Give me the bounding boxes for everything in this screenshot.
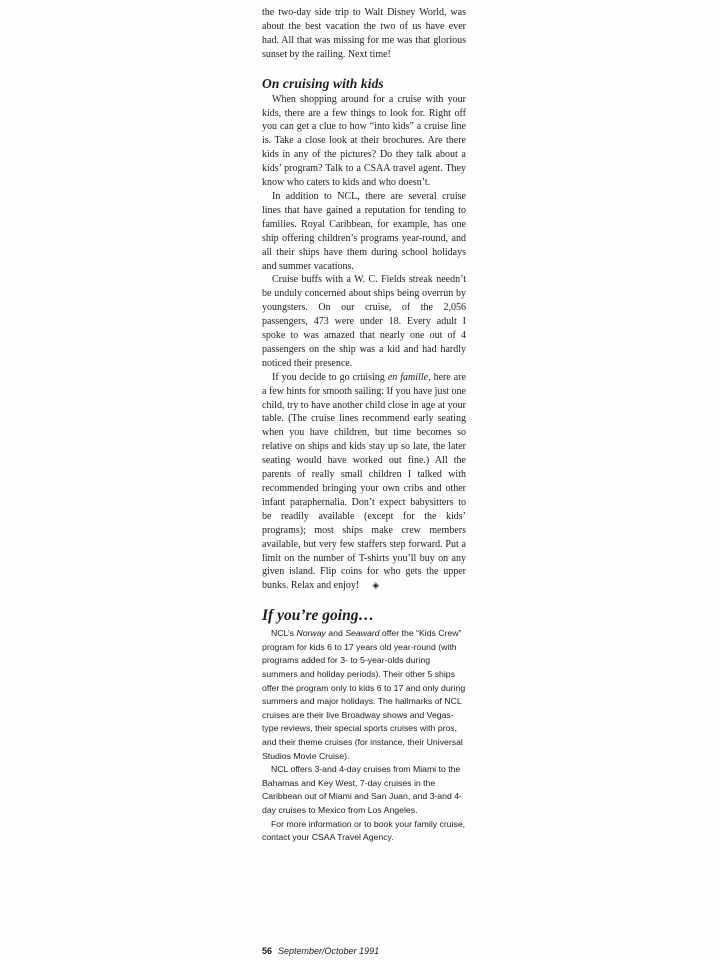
body-paragraph: In addition to NCL, there are several cruise lines that have gained a reputation for tending to families. Royal Caribbean, for example, has one ship offering children’s programs year-round, and all their ships have them during school holidays and summer vacations. [262,190,466,272]
ship-name-norway: Norway [296,628,326,639]
sidebar-text: and [325,628,346,639]
sidebar-text: offer the “Kids Crew” program for kids 6 to 17 years old year-round (with programs added for 3- to 5-year-olds during summers and holiday periods). Their other 5 ships offer the program only to kids 6 to 17 and only during summers and major holidays. The hallmarks of NCL cruises are their live Broadway shows and Vegas-type reviews, their special sports cruises with pros, and their theme cruises (for instance, their Universal Studios Movie Cruise). [262,628,466,761]
sidebar-text: NCL’s [271,628,297,639]
body-paragraph: When shopping around for a cruise with your kids, there are a few things to look for. Right off you can get a clue to how “into kids” a cruise line is. Take a close look at their brochures. Are there kids in any of the pictures? Do they talk about a kids’ program? Talk to a CSAA travel agent. They know who caters to kids and who doesn’t. [262,93,466,189]
italic-phrase: en famille [387,371,429,383]
hints-text-rest: , here are a few hints for smooth sailing: If you have just one child, try to have another child close in age at your table. (The cruise lines recommend early seating when you have children, but time becomes so relative on ships and kids stay up so late, the later seating would have worked out fine.) All the parents of really small children I talked with recommended bringing your own cribs and other infant paraphernalia. Don’t expect babysitters to be readily available (except for the kids’ programs); most ships make crew members available, but very few staffers step forward. Put a limit on the number of T-shirts you’ll buy on any given island. Flip coins for who gets the upper bunks. Relax and enjoy! [262,371,467,592]
body-paragraph-hints [262,371,466,594]
sidebar-heading-if-youre-going: If you’re going… [262,607,374,625]
sidebar-paragraph-contact: For more information or to book your family cruise, contact your CSAA Travel Agency. [262,818,466,843]
ship-name-seaward: Seaward [345,628,380,639]
article-column [262,6,466,845]
hints-text-start: If you decide to go cruising [272,371,388,383]
body-paragraph: Cruise buffs with a W. C. Fields streak needn’t be unduly concerned about ships being overrun by youngsters. On our cruise, of the 2,056 passengers, 473 were under 18. Every adult I spoke to was amazed that nearly one out of 4 passengers on the ship was a kid and had hardly noticed their presence. [262,274,466,369]
end-mark-icon: ◈ [372,580,380,591]
section-heading-cruising-with-kids: On cruising with kids [262,75,384,91]
page-number: 56 [262,946,273,956]
issue-date: September/October 1991 [278,946,380,956]
sidebar-paragraph [262,627,466,763]
opening-paragraph: the two-day side trip to Walt Disney World, was about the best vacation the two of us have ever had. All that was missing for me was that glorious sunset by the railing. Next time! [262,7,466,60]
page-footer [262,946,379,956]
sidebar-paragraph: NCL offers 3-and 4-day cruises from Miami to the Bahamas and Key West, 7-day cruises in the Caribbean out of Miami and San Juan, and 3-and 4- day cruises to Mexico from Los Angeles. [262,764,462,815]
